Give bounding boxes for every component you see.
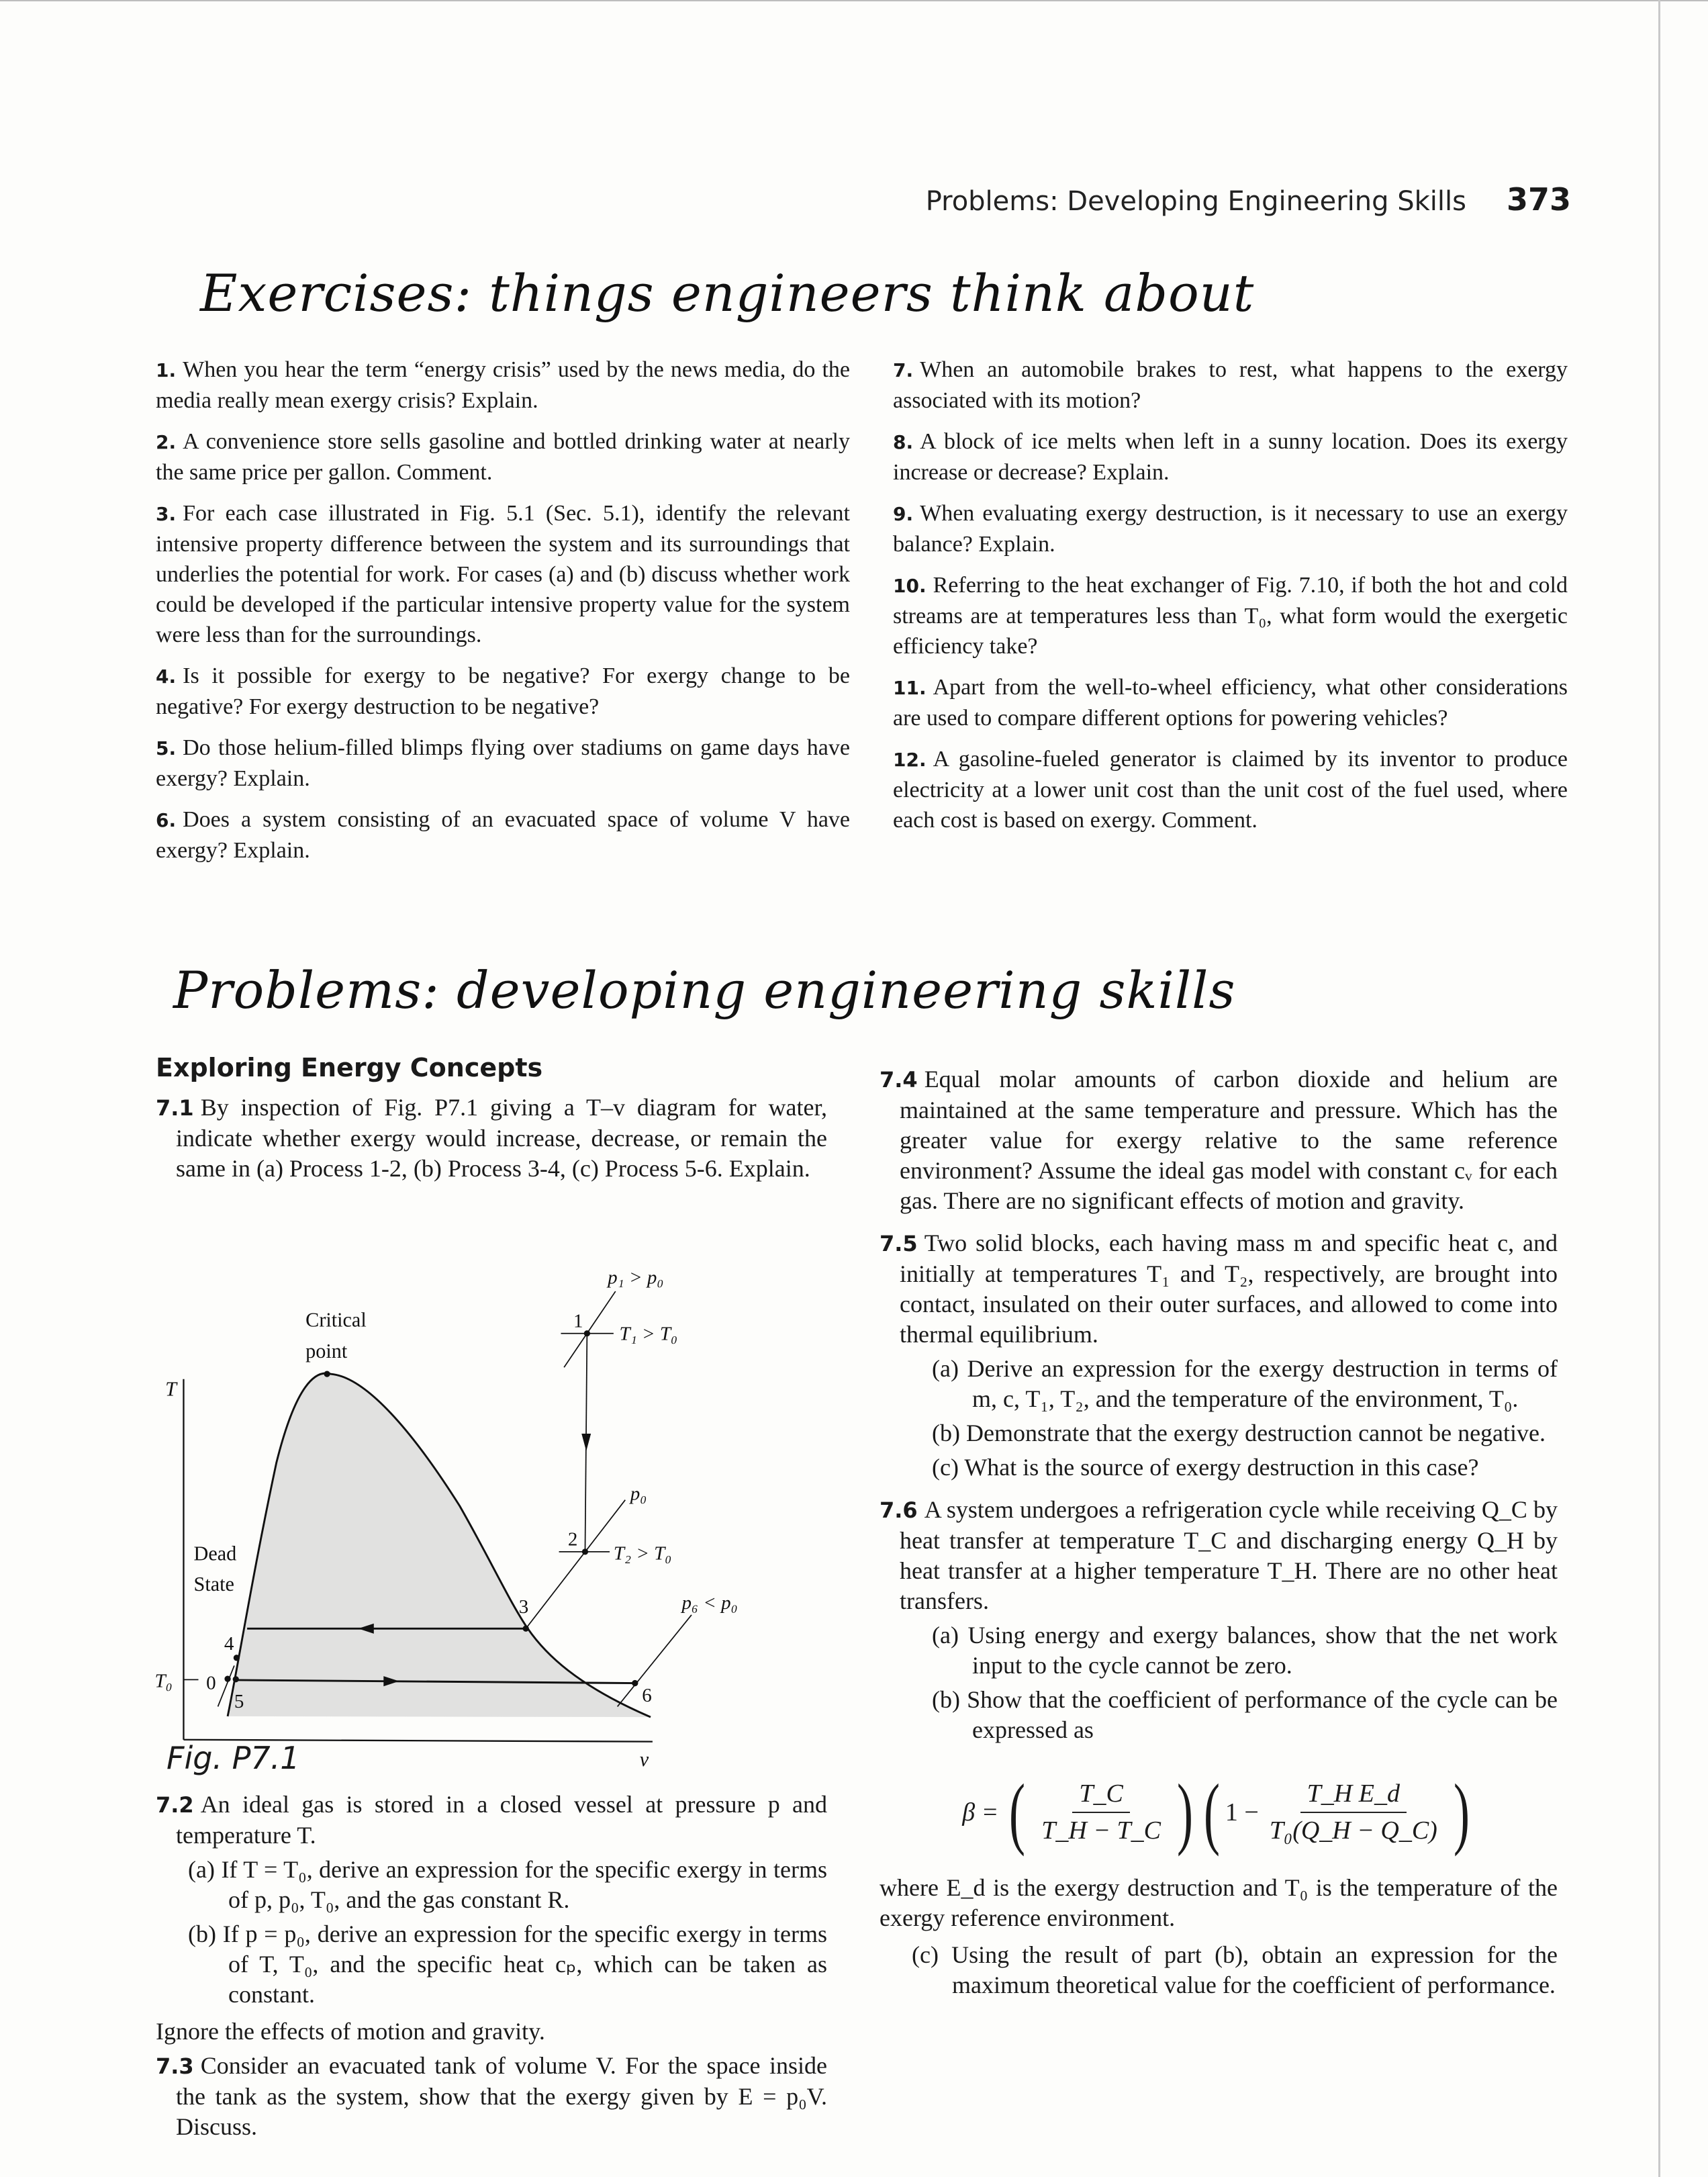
state-0-marker — [224, 1676, 230, 1682]
part-text: What is the source of exergy destruction in this case? — [964, 1454, 1479, 1481]
cop-equation — [880, 1767, 1558, 1857]
part-text: Using energy and exergy balances, show that the net work input to the cycle cannot be zero. — [967, 1622, 1558, 1679]
exercise-text: A gasoline-fueled generator is claimed by its inventor to produce electricity at a lower unit cost than the unit cost of the fuel used, where each cost is based on exergy. Comment. — [893, 747, 1568, 833]
part-a — [900, 1620, 1558, 1681]
equation-lhs: β = — [962, 1798, 999, 1826]
problems-left-bottom — [156, 1790, 827, 2154]
isobar-p6 — [618, 1615, 692, 1706]
critical-point-marker — [324, 1371, 330, 1377]
exercise-item — [156, 733, 850, 794]
running-head: Problems: Developing Engineering Skills — [925, 186, 1466, 217]
problem-7-2 — [156, 1790, 827, 2010]
part-label: (b) — [932, 1686, 960, 1713]
exercise-item — [893, 498, 1568, 559]
exercise-number: 6. — [156, 809, 177, 831]
t1-label: T₁ > T₀ — [619, 1323, 678, 1345]
part-label: (a) — [188, 1856, 215, 1883]
exercise-text: Referring to the heat exchanger of Fig. 7.10, if both the hot and cold streams are at temperatures less than T₀, what form would the exergetic efficiency take? — [893, 573, 1568, 659]
problem-text: An ideal gas is stored in a closed vessel at pressure p and temperature T. — [176, 1791, 827, 1849]
page-header — [926, 181, 1571, 218]
p6-label: p₆ < p₀ — [681, 1592, 738, 1614]
paren: ( — [1009, 1767, 1026, 1857]
page-number: 373 — [1506, 181, 1571, 218]
axis-y-label: T — [165, 1377, 177, 1401]
dead-label: Dead — [193, 1542, 237, 1565]
critical-label: Critical — [305, 1308, 367, 1332]
part-label: (b) — [932, 1420, 960, 1446]
figure-p7-1-tv-diagram — [148, 1252, 752, 1775]
problem-7-2-note: Ignore the effects of motion and gravity. — [156, 2018, 545, 2045]
exercise-item — [156, 355, 850, 416]
exercise-text: For each case illustrated in Fig. 5.1 (Sec. 5.1), identify the relevant intensive property difference between the system and its surroundings that underlies the potential for work. For cases (a) and (b) discuss whether work could be developed if the particular intensive property value for the system were less than for the surroundings. — [156, 501, 850, 647]
problem-7-4 — [880, 1064, 1558, 1216]
figure-caption: Fig. P7.1 — [167, 1740, 300, 1776]
problem-number: 7.3 — [156, 2053, 194, 2079]
exercise-number: 2. — [156, 431, 177, 453]
exercise-item — [893, 426, 1568, 488]
exercises-right-column — [893, 355, 1568, 846]
problem-number: 7.1 — [156, 1095, 194, 1121]
page-top-edge — [0, 0, 1708, 1]
part-a — [176, 1855, 827, 1915]
exercises-left-column — [156, 355, 850, 876]
problem-text: A system undergoes a refrigeration cycle while receiving Q_C by heat transfer at temperature T_C and discharging energy Q_H by heat transfer at a higher temperature T_H. There are no other heat transfers. — [900, 1496, 1558, 1614]
exercise-text: When you hear the term “energy crisis” used by the news media, do the media really mean exergy crisis? Explain. — [156, 357, 850, 413]
problem-text: Consider an evacuated tank of volume V. For the space inside the tank as the system, show that the exergy given by E = p₀V. Discuss. — [176, 2052, 827, 2140]
exercise-item — [156, 426, 850, 488]
exercise-item — [156, 661, 850, 722]
problem-text: Two solid blocks, each having mass m and specific heat c, and initially at temperatures T₁ and T₂, respectively, are brought into contact, insulated on their outer surfaces, and allowed to come into thermal equilibrium. — [900, 1230, 1558, 1348]
exercise-text: When an automobile brakes to rest, what happens to the exergy associated with its motion? — [893, 357, 1568, 413]
exercise-item — [156, 804, 850, 866]
point-label: point — [305, 1339, 348, 1362]
paren: ) — [1176, 1767, 1193, 1857]
denominator: T_H − T_C — [1041, 1816, 1161, 1845]
part-c — [900, 1452, 1558, 1483]
problem-7-6 — [880, 1495, 1558, 1745]
state-5-label: 5 — [234, 1691, 244, 1713]
exercise-number: 5. — [156, 737, 177, 759]
problem-text: Equal molar amounts of carbon dioxide and helium are maintained at the same temperature and pressure. Which has the greater value for exergy relative to the same reference environment? Assume the ideal gas model with constant cᵥ for each gas. There are no significant effects of motion and gravity. — [900, 1066, 1558, 1214]
two-phase-shading — [228, 1373, 651, 1717]
problems-left-top — [156, 1053, 827, 1196]
p0-label: p₀ — [630, 1483, 647, 1505]
axis-x-label: v — [639, 1748, 649, 1771]
t0-label: T₀ — [154, 1670, 173, 1692]
p1-label: p₁ > p₀ — [608, 1266, 664, 1289]
state-label: State — [193, 1572, 234, 1595]
exercise-text: When evaluating exergy destruction, is it necessary to use an exergy balance? Explain. — [893, 501, 1568, 557]
problems-right-column — [880, 1064, 1558, 2004]
part-label: (c) — [932, 1454, 959, 1481]
page-right-edge — [1658, 0, 1660, 2177]
state-0-label: 0 — [206, 1672, 216, 1694]
fraction-1 — [1035, 1779, 1168, 1846]
exercise-number: 3. — [156, 503, 177, 525]
problem-7-1 — [156, 1093, 827, 1184]
part-a — [900, 1354, 1558, 1414]
state-1-marker — [584, 1330, 590, 1336]
state-3-label: 3 — [518, 1596, 529, 1618]
paren: ) — [1453, 1767, 1470, 1857]
part-b — [900, 1418, 1558, 1448]
paren: ( — [1203, 1767, 1220, 1857]
denominator: T₀(Q_H − Q_C) — [1269, 1816, 1437, 1845]
exercise-item — [893, 355, 1568, 416]
part-text: Show that the coefficient of performance of the cycle can be expressed as — [967, 1686, 1558, 1743]
part-text: Derive an expression for the exergy destruction in terms of m, c, T₁, T₂, and the temperature of the environment, T₀. — [967, 1355, 1558, 1412]
fraction-2 — [1263, 1779, 1444, 1846]
problem-7-3 — [156, 2051, 827, 2142]
state-2-label: 2 — [567, 1528, 578, 1550]
part-label: (c) — [912, 1941, 939, 1968]
t2-label: T₂ > T₀ — [613, 1542, 672, 1565]
equation-where: where E_d is the exergy destruction and T₀ is the temperature of the exergy reference environment. — [880, 1874, 1558, 1931]
problems-title: Problems: developing engineering skills — [173, 960, 1236, 1020]
part-b — [900, 1685, 1558, 1745]
exercise-number: 9. — [893, 503, 914, 525]
exercise-item — [893, 672, 1568, 733]
numerator: T_H E_d — [1300, 1779, 1407, 1813]
state-2-marker — [582, 1548, 588, 1555]
part-text: Using the result of part (b), obtain an expression for the maximum theoretical value for the coefficient of performance. — [951, 1941, 1558, 1998]
exercise-number: 12. — [893, 749, 927, 771]
problem-number: 7.6 — [880, 1497, 918, 1523]
exercise-number: 1. — [156, 359, 177, 381]
part-label: (a) — [932, 1622, 959, 1649]
exercise-text: A block of ice melts when left in a sunny location. Does its exergy increase or decrease? Explain. — [893, 429, 1568, 485]
isobar-p1 — [564, 1291, 616, 1367]
exercise-number: 11. — [893, 677, 927, 699]
part-text: Demonstrate that the exergy destruction cannot be negative. — [965, 1420, 1546, 1446]
exercises-title: Exercises: things engineers think about — [200, 263, 1255, 323]
arrow-down-icon — [581, 1434, 591, 1451]
part-label: (a) — [932, 1355, 959, 1382]
exercise-item — [893, 744, 1568, 835]
exercise-text: Does a system consisting of an evacuated space of volume V have exergy? Explain. — [156, 807, 850, 863]
part-text: If p = p₀, derive an expression for the specific exergy in terms of T, T₀, and the specific heat cₚ, which can be taken as constant. — [222, 1920, 827, 2008]
subhead-exploring: Exploring Energy Concepts — [156, 1053, 543, 1082]
exercise-text: Is it possible for exergy to be negative? For exergy change to be negative? For exergy destruction to be negative? — [156, 663, 850, 719]
exercise-text: Apart from the well-to-wheel efficiency, what other considerations are used to compare different options for powering vehicles? — [893, 675, 1568, 731]
problem-number: 7.5 — [880, 1231, 918, 1256]
exercise-number: 4. — [156, 665, 177, 688]
exercise-item — [156, 498, 850, 650]
state-3-marker — [523, 1626, 529, 1632]
state-4-label: 4 — [224, 1633, 234, 1655]
part-c — [880, 1940, 1558, 2000]
part-text: If T = T₀, derive an expression for the specific exergy in terms of p, p₀, T₀, and the gas constant R. — [221, 1856, 827, 1913]
exercise-text: A convenience store sells gasoline and bottled drinking water at nearly the same price per gallon. Comment. — [156, 429, 850, 485]
one-minus: 1 − — [1225, 1798, 1259, 1826]
state-5-marker — [233, 1676, 239, 1682]
part-label: (b) — [188, 1920, 216, 1947]
state-1-label: 1 — [573, 1310, 583, 1332]
exercise-number: 8. — [893, 431, 914, 453]
part-b — [176, 1919, 827, 2010]
exercise-number: 10. — [893, 575, 927, 597]
state-6-label: 6 — [642, 1684, 652, 1706]
exercise-text: Do those helium-filled blimps flying over stadiums on game days have exergy? Explain. — [156, 735, 850, 791]
exercise-item — [893, 570, 1568, 661]
problem-text: By inspection of Fig. P7.1 giving a T–v diagram for water, indicate whether exergy would increase, decrease, or remain the same in (a) Process 1-2, (b) Process 3-4, (c) Process 5-6. Explain. — [176, 1094, 827, 1182]
state-4-marker — [234, 1655, 240, 1661]
problem-number: 7.2 — [156, 1792, 194, 1818]
exercise-number: 7. — [893, 359, 914, 381]
state-6-marker — [632, 1680, 638, 1686]
numerator: T_C — [1072, 1779, 1129, 1813]
isobar-p0 — [526, 1500, 625, 1629]
problem-number: 7.4 — [880, 1067, 918, 1093]
problem-7-5 — [880, 1228, 1558, 1483]
